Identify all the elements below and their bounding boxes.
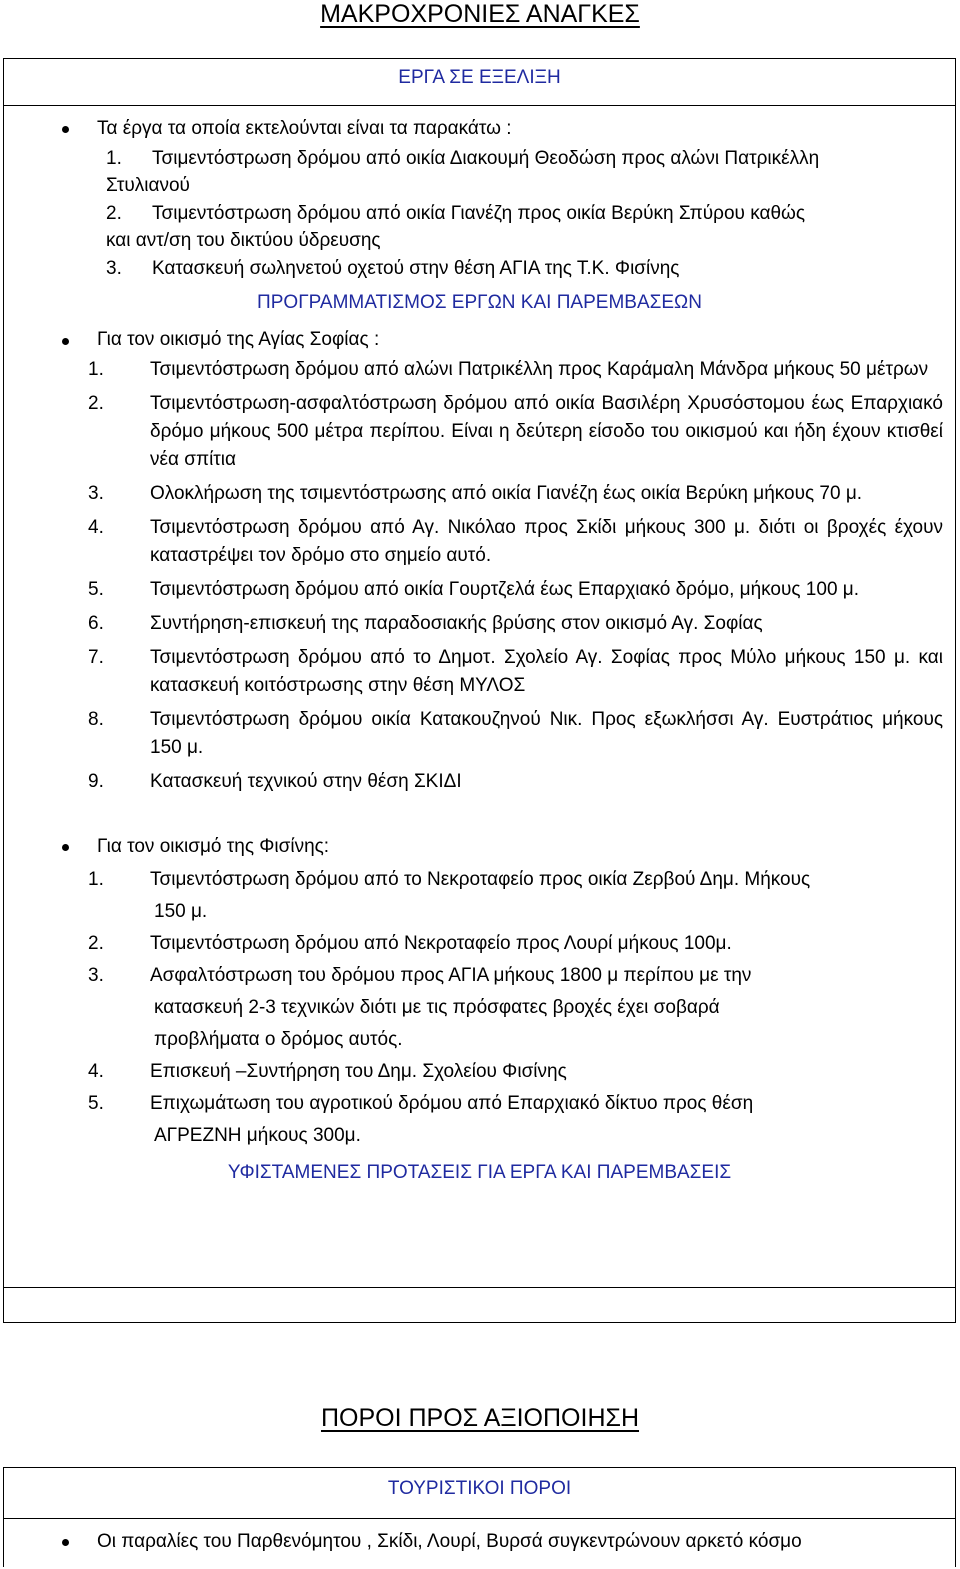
item-text: Τσιμεντόστρωση δρόμου από οικία Γιανέζη προς οικία Βερύκη Σπύρου καθώς — [152, 203, 806, 224]
agia-sofia-list — [4, 356, 955, 796]
list-item-cont — [4, 173, 955, 199]
list-item — [4, 356, 955, 384]
agia-sofia-intro — [4, 326, 955, 354]
page-title — [0, 0, 960, 29]
item-text: Κατασκευή τεχνικού στην θέση ΣΚΙΔΙ — [150, 771, 462, 792]
item-text: Τσιμεντόστρωση δρόμου από Αγ. Νικόλαο προς Σκίδι μήκους 300 μ. διότι οι βροχές έχουν καταστρέψει τον δρόμο στο σημείο αυτό. — [150, 517, 943, 566]
item-number: 1. — [88, 359, 104, 380]
item-text: Επισκευή –Συντήρηση του Δημ. Σχολείου Φισίνης — [150, 1061, 567, 1082]
works-heading-row — [4, 59, 955, 105]
item-number: 2. — [106, 203, 122, 224]
item-text: Ολοκλήρωση της τσιμεντόστρωσης από οικία Γιανέζη έως οικία Βερύκη μήκους 70 μ. — [150, 483, 863, 504]
tourism-line-text: Οι παραλίες του Παρθενόμητου , Σκίδι, Λουρί, Βυρσά συγκεντρώνουν αρκετό κόσμο — [97, 1531, 802, 1552]
bullet-icon — [62, 126, 69, 133]
item-text: Συντήρηση-επισκευή της παραδοσιακής βρύσης στον οικισμό Αγ. Σοφίας — [150, 613, 763, 634]
item-number: 3. — [88, 483, 104, 504]
item-text: 150 μ. — [154, 901, 208, 922]
list-item — [4, 254, 955, 284]
tourism-content-row — [4, 1518, 955, 1569]
proposals-heading: ΥΦΙΣΤΑΜΕΝΕΣ ΠΡΟΤΑΣΕΙΣ ΓΙΑ ΕΡΓΑ ΚΑΙ ΠΑΡΕΜΒΑΣΕΙΣ — [227, 1162, 732, 1183]
resources-title — [0, 1404, 960, 1433]
item-number: 5. — [88, 1093, 104, 1114]
bullet-icon — [62, 844, 69, 851]
item-number: 4. — [88, 517, 104, 538]
item-text: Τσιμεντόστρωση δρόμου από οικία Διακουμή Θεοδώση προς αλώνι Πατρικέλλη — [152, 148, 820, 169]
item-number: 5. — [88, 579, 104, 600]
item-text: Στυλιανού — [106, 175, 190, 196]
bullet-icon — [62, 1539, 69, 1546]
list-item — [4, 768, 955, 796]
item-number: 1. — [88, 869, 104, 890]
works-heading: ΕΡΓΑ ΣΕ ΕΞΕΛΙΞΗ — [398, 67, 561, 88]
list-item — [4, 644, 955, 700]
item-text: κατασκευή 2-3 τεχνικών διότι με τις πρόσφατες βροχές έχει σοβαρά — [154, 997, 720, 1018]
list-item — [4, 610, 955, 638]
list-item — [4, 864, 955, 928]
fisini-intro — [4, 830, 955, 864]
item-number: 9. — [88, 771, 104, 792]
item-text: Τσιμεντόστρωση δρόμου από οικία Γουρτζελά έως Επαρχιακό δρόμο, μήκους 100 μ. — [150, 579, 860, 600]
needs-table — [3, 58, 956, 1323]
list-item — [4, 199, 955, 228]
works-intro — [4, 114, 955, 144]
list-item — [4, 706, 955, 762]
works-list — [4, 144, 955, 284]
item-text: Τσιμεντόστρωση δρόμου από Νεκροταφείο προς Λουρί μήκους 100μ. — [150, 933, 732, 954]
list-item-cont — [4, 228, 955, 254]
item-number: 7. — [88, 647, 104, 668]
item-number: 4. — [88, 1061, 104, 1082]
list-item — [4, 576, 955, 604]
proposals-empty-row — [4, 1287, 955, 1322]
works-intro-text: Τα έργα τα οποία εκτελούνται είναι τα παρακάτω : — [97, 118, 512, 139]
item-text: Τσιμεντόστρωση δρόμου από το Νεκροταφείο προς οικία Ζερβού Δημ. Μήκους — [150, 869, 811, 890]
list-item — [4, 960, 955, 1056]
item-number: 6. — [88, 613, 104, 634]
item-text: προβλήματα ο δρόμος αυτός. — [154, 1029, 403, 1050]
main-title-text: ΜΑΚΡΟΧΡΟΝΙΕΣ ΑΝΑΓΚΕΣ — [320, 0, 640, 28]
main-content-row — [4, 105, 955, 1289]
tourism-heading-row — [4, 1468, 955, 1518]
item-text: Τσιμεντόστρωση δρόμου από το Δημοτ. Σχολείο Αγ. Σοφίας προς Μύλο μήκους 150 μ. και κατασκευή κοιτόστρωσης στην θέση ΜΥΛΟΣ — [150, 647, 943, 696]
resources-table — [3, 1467, 956, 1567]
item-number: 2. — [88, 933, 104, 954]
tourism-line — [4, 1519, 955, 1557]
item-number: 3. — [106, 258, 122, 279]
list-item — [4, 514, 955, 570]
list-item — [4, 1056, 955, 1088]
item-number: 3. — [88, 965, 104, 986]
item-text: και αντ/ση του δικτύου ύδρευσης — [106, 230, 381, 251]
item-number: 8. — [88, 709, 104, 730]
programming-heading: ΠΡΟΓΡΑΜΜΑΤΙΣΜΟΣ ΕΡΓΩΝ ΚΑΙ ΠΑΡΕΜΒΑΣΕΩΝ — [257, 292, 702, 313]
fisini-intro-text: Για τον οικισμό της Φισίνης: — [97, 836, 330, 857]
fisini-list — [4, 864, 955, 1152]
resources-title-text: ΠΟΡΟΙ ΠΡΟΣ ΑΞΙΟΠΟΙΗΣΗ — [320, 1404, 640, 1432]
list-item — [4, 928, 955, 960]
list-item — [4, 390, 955, 474]
item-text: Τσιμεντόστρωση-ασφαλτόστρωση δρόμου από οικία Βασιλέρη Χρυσόστομου έως Επαρχιακό δρόμο μήκους 500 μέτρα περίπου. Είναι η δεύτερη είσοδο του οικισμού και ήδη έχουν κτισθεί νέα σπίτια — [150, 393, 943, 470]
list-item — [4, 480, 955, 508]
agia-sofia-intro-text: Για τον οικισμό της Αγίας Σοφίας : — [97, 329, 380, 350]
item-text: Επιχωμάτωση του αγροτικού δρόμου από Επαρχιακό δίκτυο προς θέση — [150, 1093, 754, 1114]
item-text: Κατασκευή σωληνετού οχετού στην θέση ΑΓΙΑ της Τ.Κ. Φισίνης — [152, 258, 680, 279]
item-text: ΑΓΡΕΖΝΗ μήκους 300μ. — [154, 1125, 361, 1146]
bullet-icon — [62, 338, 69, 345]
item-text: Τσιμεντόστρωση δρόμου οικία Κατακουζηνού Νικ. Προς εξωκλήσσι Αγ. Ευστράτιος μήκους 150 μ. — [150, 709, 943, 758]
item-number: 1. — [106, 148, 122, 169]
item-text: Τσιμεντόστρωση δρόμου από αλώνι Πατρικέλλη προς Καράμαλη Μάνδρα μήκους 50 μέτρων — [150, 359, 929, 380]
tourism-heading: ΤΟΥΡΙΣΤΙΚΟΙ ΠΟΡΟΙ — [387, 1478, 572, 1499]
item-text: Ασφαλτόστρωση του δρόμου προς ΑΓΙΑ μήκους 1800 μ περίπου με την — [150, 965, 752, 986]
item-number: 2. — [88, 393, 104, 414]
list-item — [4, 144, 955, 173]
list-item — [4, 1088, 955, 1152]
